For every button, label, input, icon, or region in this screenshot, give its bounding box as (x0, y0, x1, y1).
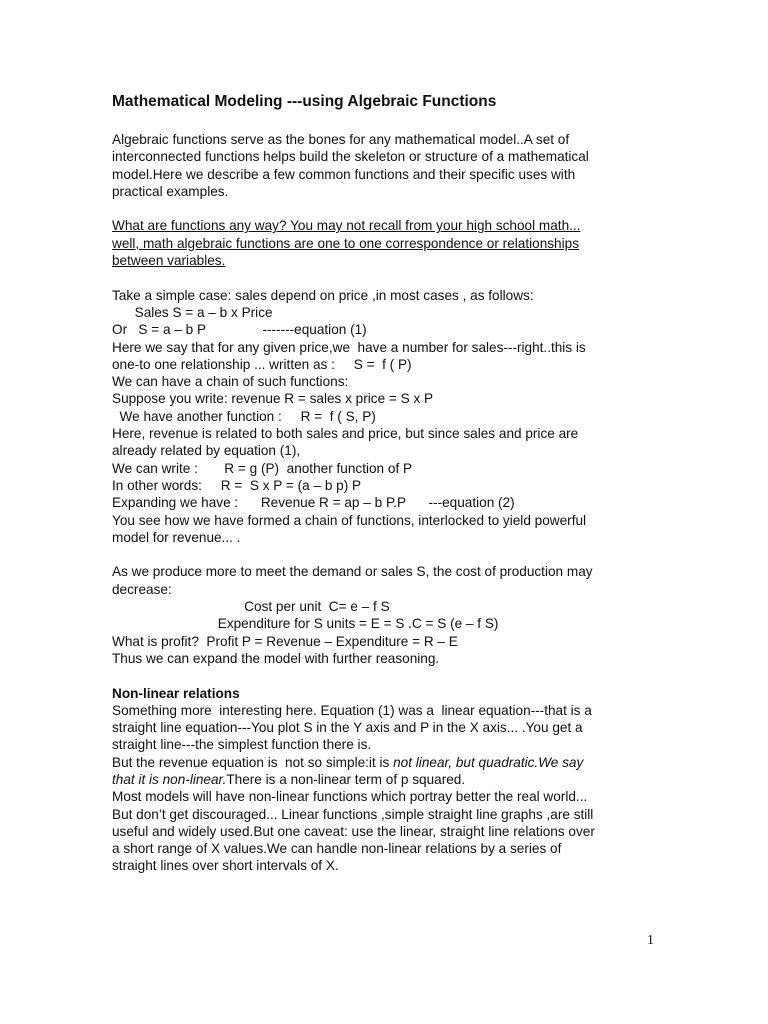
spacer (112, 200, 672, 217)
spacer (112, 269, 672, 286)
body-line (112, 754, 672, 771)
intro-line: model.Here we describe a few common functions and their specific uses with (112, 166, 576, 182)
body-line: a short range of X values.We can handle non-linear relations by a series of (112, 841, 562, 857)
body-line: You see how we have formed a chain of functions, interlocked to yield powerful (112, 512, 587, 528)
body-line: straight lines over short intervals of X. (112, 858, 339, 874)
question-line: What are functions any way? You may not recall from your high school math... (112, 218, 581, 234)
body-line: model for revenue... . (112, 529, 241, 545)
intro-line: Algebraic functions serve as the bones for any mathematical model..A set of (112, 132, 570, 147)
spacer (112, 112, 672, 131)
body-line: Something more interesting here. Equation (1) was a linear equation---that is a (112, 702, 592, 718)
spacer (112, 667, 672, 684)
document-title: Mathematical Modeling ---using Algebraic Functions (112, 93, 497, 110)
sales-model-paragraph (112, 287, 672, 546)
intro-line: practical examples. (112, 183, 229, 199)
body-line: Thus we can expand the model with further reasoning. (112, 650, 440, 666)
body-line: Cost per unit C= e – f S (112, 599, 390, 615)
document-page (112, 92, 672, 875)
body-line: Here we say that for any given price,we have a number for sales---right..this is (112, 339, 586, 355)
question-line: well, math algebraic functions are one to one correspondence or relationships (112, 235, 579, 251)
body-line: one-to one relationship ... written as : S = f ( P) (112, 356, 412, 372)
body-line: useful and widely used.But one caveat: use the linear, straight line relations over (112, 823, 595, 839)
question-line: between variables. (112, 253, 226, 269)
body-line: We can have a chain of such functions: (112, 374, 349, 390)
body-line: We can write : R = g (P) another function of P (112, 460, 413, 476)
body-line: already related by equation (1), (112, 443, 301, 459)
section-heading: Non-linear relations (112, 685, 240, 701)
body-line: Expanding we have : Revenue R = ap – b P.P ---equation (2) (112, 495, 515, 511)
body-line: Take a simple case: sales depend on price ,in most cases , as follows: (112, 287, 534, 303)
nonlinear-paragraph (112, 702, 672, 875)
cost-model-paragraph (112, 563, 672, 667)
body-line: Here, revenue is related to both sales and price, but since sales and price are (112, 426, 579, 442)
body-line: What is profit? Profit P = Revenue – Expenditure = R – E (112, 633, 458, 649)
page-number: 1 (647, 933, 654, 948)
intro-paragraph (112, 131, 672, 200)
body-line: Suppose you write: revenue R = sales x price = S x P (112, 391, 434, 407)
spacer (112, 546, 672, 563)
body-line: Expenditure for S units = E = S .C = S (e – f S) (112, 616, 499, 632)
body-line: Or S = a – b P -------equation (1) (112, 322, 367, 338)
body-text: There is a non-linear term of p squared. (226, 771, 466, 787)
body-text: But the revenue equation is not so simple:it is (112, 754, 394, 770)
question-paragraph (112, 217, 672, 269)
body-line: decrease: (112, 581, 172, 597)
body-line: But don’t get discouraged... Linear functions ,simple straight line graphs ,are still (112, 806, 594, 822)
body-line: In other words: R = S x P = (a – b p) P (112, 477, 362, 493)
body-line: Most models will have non-linear functions which portray better the real world... (112, 789, 588, 805)
body-line: straight line---the simplest function there is. (112, 737, 372, 753)
body-line: Sales S = a – b x Price (112, 304, 273, 320)
body-line: straight line equation---You plot S in the Y axis and P in the X axis... .You get a (112, 720, 583, 736)
italic-text: that it is non-linear. (112, 771, 227, 787)
body-line (112, 771, 672, 788)
italic-text: not linear, but quadratic.We say (393, 754, 584, 770)
body-line: We have another function : R = f ( S, P) (112, 408, 376, 424)
body-line: As we produce more to meet the demand or sales S, the cost of production may (112, 564, 593, 580)
intro-line: interconnected functions helps build the skeleton or structure of a mathematical (112, 149, 589, 165)
